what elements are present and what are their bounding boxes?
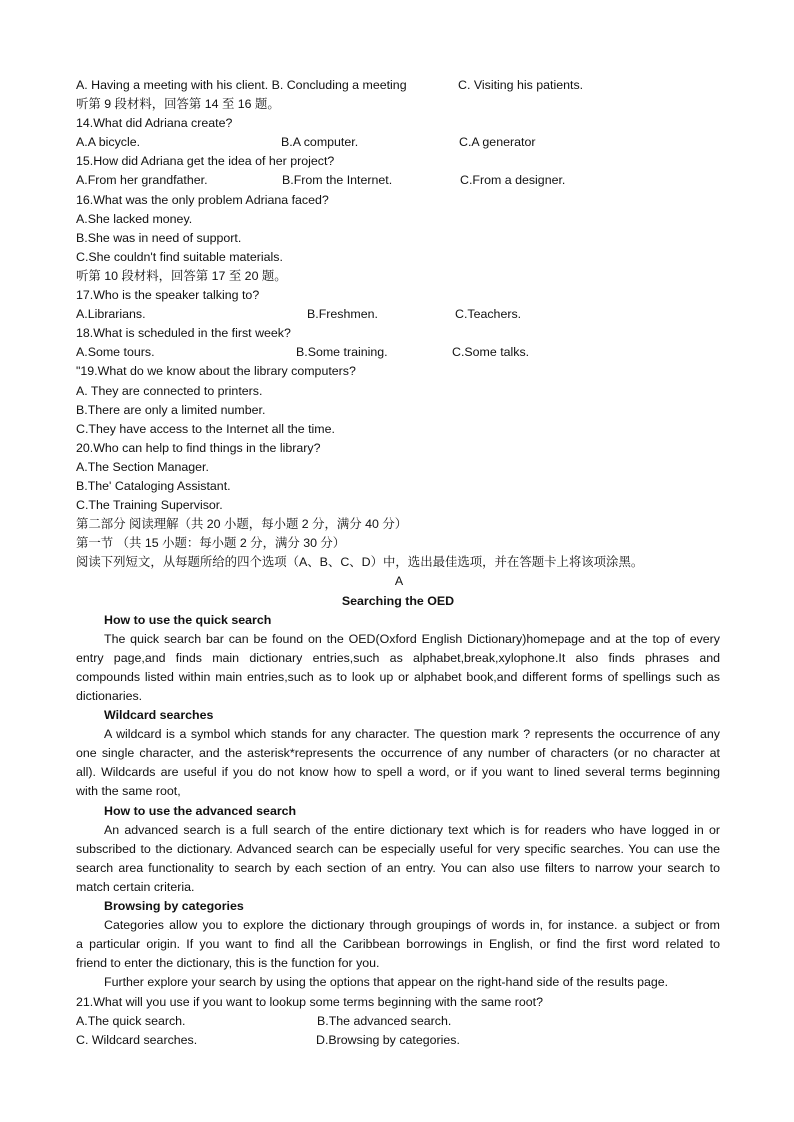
heading-wildcard: Wildcard searches xyxy=(104,708,214,723)
heading-quick-search: How to use the quick search xyxy=(104,612,272,627)
q14-stem: 14.What did Adriana create? xyxy=(76,116,233,131)
wildcard-line: all). Wildcards are useful if you do not know how to spell a word, or if you want to lined several terms beginning xyxy=(76,765,720,780)
q17-option-b: B.Freshmen. xyxy=(307,307,378,322)
q16-option-c: C.She couldn't find suitable materials. xyxy=(76,249,283,264)
q16-option-b: B.She was in need of support. xyxy=(76,230,242,245)
quick-search-line: dictionaries. xyxy=(76,689,143,703)
q16-option-a: A.She lacked money. xyxy=(76,211,193,226)
q19-option-c: C.They have access to the Internet all the time. xyxy=(76,421,335,436)
q15-options xyxy=(76,171,720,190)
part2-title: 第二部分 阅读理解（共 20 小题，每小题 2 分，满分 40 分） xyxy=(76,517,408,532)
exam-page xyxy=(76,76,720,1050)
q19-option-a: A. They are connected to printers. xyxy=(76,383,263,398)
q17-options xyxy=(76,305,720,324)
q18-option-a: A.Some tours. xyxy=(76,345,155,360)
passage-letter: A xyxy=(394,574,404,589)
heading-advanced-search: How to use the advanced search xyxy=(104,803,297,818)
q19-stem: "19.What do we know about the library computers? xyxy=(76,364,356,379)
quick-search-line: entry page,and finds main dictionary entries,such as alphabet,break,xylophone.It also finds phrases and xyxy=(76,650,720,665)
q15-option-a: A.From her grandfather. xyxy=(76,173,208,188)
q20-option-b: B.The' Cataloging Assistant. xyxy=(76,478,231,493)
q21-option-d: D.Browsing by categories. xyxy=(316,1032,460,1047)
listening-instruction-10: 听第 10 段材料，回答第 17 至 20 题。 xyxy=(76,268,287,283)
q18-option-c: C.Some talks. xyxy=(452,345,530,360)
q19-option-b: B.There are only a limited number. xyxy=(76,402,266,417)
q21-options-ab xyxy=(76,1012,720,1031)
q21-option-a: A.The quick search. xyxy=(76,1013,186,1028)
browse-line: a particular origin. If you want to find all the Caribbean borrowings in English, or find the first word related to xyxy=(76,937,720,952)
wildcard-line: with the same root, xyxy=(76,784,181,799)
q21-option-b: B.The advanced search. xyxy=(317,1013,452,1028)
q17-stem: 17.Who is the speaker talking to? xyxy=(76,288,260,303)
q14-option-a: A.A bicycle. xyxy=(76,135,141,150)
q17-option-a: A.Librarians. xyxy=(76,307,146,322)
q14-options xyxy=(76,133,720,152)
q13-options xyxy=(76,76,720,95)
q17-option-c: C.Teachers. xyxy=(455,307,522,322)
q18-stem: 18.What is scheduled in the first week? xyxy=(76,326,291,341)
q14-option-c: C.A generator xyxy=(459,135,536,150)
q20-option-a: A.The Section Manager. xyxy=(76,459,209,474)
q15-option-c: C.From a designer. xyxy=(460,173,566,188)
q20-stem: 20.Who can help to find things in the library? xyxy=(76,440,321,455)
q21-options-cd xyxy=(76,1031,720,1050)
q15-option-b: B.From the Internet. xyxy=(282,173,393,188)
wildcard-line: one single character, and the asterisk*represents the occurrence of any number of characters (or no character at xyxy=(76,746,720,761)
advanced-search-line: search area functionality to search by each section of an entry. You can also use filters to narrow your search to xyxy=(76,860,720,875)
q16-stem: 16.What was the only problem Adriana faced? xyxy=(76,192,329,207)
q18-options xyxy=(76,343,720,362)
further-explore-line: Further explore your search by using the options that appear on the right-hand side of the results page. xyxy=(104,975,669,990)
q21-option-c: C. Wildcard searches. xyxy=(76,1032,198,1047)
q13-option-c: C. Visiting his patients. xyxy=(458,78,584,92)
q20-option-c: C.The Training Supervisor. xyxy=(76,498,223,513)
reading-instruction: 阅读下列短文，从每题所给的四个选项（A、B、C、D）中，选出最佳选项，并在答题卡上将该项涂黑。 xyxy=(76,555,644,570)
quick-search-line: The quick search bar can be found on the OED(Oxford English Dictionary)homepage and at the top of every xyxy=(104,631,720,646)
q18-option-b: B.Some training. xyxy=(296,345,388,360)
advanced-search-line: An advanced search is a full search of the entire dictionary text which is for readers who have logged in or xyxy=(104,822,720,837)
passage-title: Searching the OED xyxy=(341,593,455,608)
listening-instruction-9: 听第 9 段材料，回答第 14 至 16 题。 xyxy=(76,97,280,112)
q15-stem: 15.How did Adriana get the idea of her project? xyxy=(76,154,335,169)
wildcard-line: A wildcard is a symbol which stands for any character. The question mark ? represents the occurrence of any xyxy=(104,727,720,742)
heading-browse-categories: Browsing by categories xyxy=(104,899,244,914)
q13-option-ab: A. Having a meeting with his client. B. Concluding a meeting xyxy=(76,78,407,92)
q21-stem: 21.What will you use if you want to lookup some terms beginning with the same root? xyxy=(76,994,543,1009)
section1-title: 第一节 （共 15 小题：每小题 2 分，满分 30 分） xyxy=(76,536,346,551)
advanced-search-line: match certain criteria. xyxy=(76,879,195,894)
advanced-search-line: subscribed to the dictionary. Advanced search can be especially useful for very specific searches. You can use the xyxy=(76,841,720,856)
browse-line: friend to enter the dictionary, this is the function for you. xyxy=(76,956,380,971)
quick-search-line: compounds listed within main entries,such as to look up or alphabet book,and different forms of spellings such as xyxy=(76,669,720,684)
q14-option-b: B.A computer. xyxy=(281,135,359,150)
browse-line: Categories allow you to explore the dictionary through groupings of words in, for instance. a subject or from xyxy=(104,918,720,933)
